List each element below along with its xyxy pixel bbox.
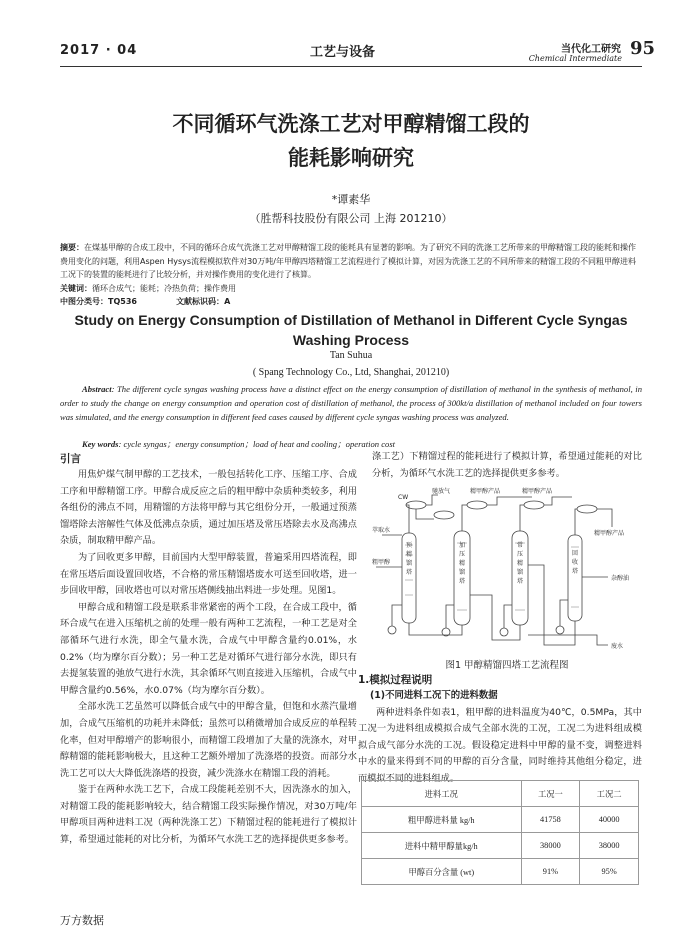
figure-caption: 图1 甲醇精馏四塔工艺流程图: [445, 660, 569, 671]
label-extract-water: 萃取水: [372, 527, 391, 534]
reboiler: [500, 628, 508, 636]
issue-number: 2017 · 04: [60, 43, 138, 58]
feed-conditions-table: [361, 780, 639, 885]
tower-recovery: [568, 535, 582, 621]
reboiler: [388, 626, 396, 634]
table-cell: 38000: [521, 833, 580, 859]
en-abstract-label: Abstract: [82, 384, 112, 394]
table-cell: 40000: [580, 807, 639, 833]
cn-doc: A: [224, 297, 231, 306]
condenser: [467, 501, 487, 509]
table-cell: 95%: [580, 859, 639, 885]
en-affiliation: ( Spang Technology Co., Ltd, Shanghai, 201210): [252, 367, 450, 378]
section-paragraph: 两种进料条件如表1，粗甲醇的进料温度为40℃，0.5MPa，其中工况一为进料组成模拟合成气全部水洗的工况，工况二为进料组成模拟合成气部分水洗的工况。假设稳定进料中甲醇的量不变，调整进料中水的量来得到不同的甲醇的百分含量，同时维持其他组分稳定，进而模拟不同的进料组成。: [358, 706, 642, 784]
en-title-line1: Study on Energy Consumption of Distillation of Methanol in Different Cycle Syngas: [74, 312, 628, 328]
table-header-cell: 进料工况: [362, 781, 522, 807]
cn-abstract-label: 摘要：: [60, 243, 84, 252]
author: *谭素华: [331, 193, 371, 206]
en-keywords-label: Key words: [82, 439, 119, 449]
cn-keywords-label: 关键词：: [60, 283, 92, 293]
section-heading: 1.模拟过程说明: [358, 674, 433, 686]
intro-continuation: 涤工艺）下精馏过程的能耗进行了模拟计算，希望通过能耗的对比分析，为循环气水洗工艺的选择提供更多参考。: [372, 451, 642, 479]
tower-label: 常压精馏塔: [516, 542, 524, 585]
intro-paragraph: 为了回收更多甲醇，目前国内大型甲醇装置，普遍采用四塔流程，即在常压塔后面设置回收塔，不合格的常压精馏塔废水可送至回收塔，进一步回收甲醇，回收塔也可以对常压塔侧线抽出料进一步处理。见图1。: [60, 551, 357, 597]
table-cell: 粗甲醇进料量 kg/h: [362, 807, 522, 833]
table-cell: 38000: [580, 833, 639, 859]
table-cell: 91%: [521, 859, 580, 885]
subsection-heading: (1)不同进料工况下的进料数据: [370, 690, 498, 701]
intro-paragraph: 全部水洗工艺虽然可以降低合成气中的甲醇含量，但饱和水蒸汽量增加，合成气压缩机的功耗并未降低；虽然可以稍微增加合成反应的单程转化率，但对甲醇增产的影响很小，而精馏工段增加了大量的洗涤水，对甲醇精馏的能耗影响极大，且这种工艺额外增加了洗涤塔的投资。而部分水洗工艺可以大大降低洗涤塔的投资，减少洗涤水在精馏工段的消耗。: [60, 701, 357, 779]
intro-heading: 引言: [60, 453, 81, 465]
label-waste-water: 废水: [611, 643, 624, 650]
label-cw: CW: [398, 494, 409, 501]
label-crude-methanol: 粗甲醇: [372, 559, 391, 566]
label-fusel-oil: 杂醇油: [611, 575, 630, 582]
label-product: 精甲醇产品: [522, 488, 553, 495]
journal-name-en: Chemical Intermediate: [528, 54, 622, 63]
cn-abstract-text: 在煤基甲醇的合成工段中，不同的循环合成气洗涤工艺对甲醇精馏工段的能耗具有显著的影响。为了研究不同的洗涤工艺所带来的甲醇精馏工段的能耗和操作费用变化的问题，利用Aspen Hysys流程模拟软件对30万吨/年甲醇四塔精馏工艺流程进行了模拟计算，对因为洗涤工艺的不同所带来的精馏工段的不同粗甲醇进料工况下的装置的能耗进行了比较分析，并对操作费用的变化进行了核算。: [60, 243, 636, 279]
intro-paragraph: 甲醇合成和精馏工段是联系非常紧密的两个工段，在合成工段中，循环合成气在进入压缩机之前的处理一般有两种工艺流程，一种工艺是对全部循环气进行水洗，即全气量水洗，合成气中甲醇含量约0.01%，水0.2%（均为摩尔百分数）；另一种工艺是对循环气进行部分水洗，即只有去提氢装置的弛放气进行水洗，其余循环气则直接进入压缩机，合成气中甲醇含量约0.56%，水0.07%（均为摩尔百分数）。: [60, 601, 357, 696]
intro-paragraph: 用焦炉煤气制甲醇的工艺技术，一般包括转化工序、压缩工序、合成工序和甲醇精馏工序。甲醇合成反应之后的粗甲醇中杂质种类较多，利用各组份的沸点不同，用精馏的方法将甲醇与其它组份分开，一般通过预蒸馏塔除去溶解性气体及低沸点杂质，通过加压塔及常压塔除去水及高沸点杂质，制取精甲醇产品。: [60, 469, 357, 547]
condenser: [434, 511, 454, 519]
table-cell: 41758: [521, 807, 580, 833]
cn-keywords: 循环合成气；能耗；冷热负荷；操作费用: [92, 283, 236, 293]
affiliation: （胜帮科技股份有限公司 上海 201210）: [249, 212, 453, 225]
cn-class: TQ536: [108, 297, 137, 306]
label-vent: 驰放气: [432, 488, 451, 495]
paper-title-line1: 不同循环气洗涤工艺对甲醇精馏工段的: [172, 112, 530, 136]
cn-abstract: [60, 241, 642, 309]
right-column: [358, 672, 642, 788]
reboiler: [556, 626, 564, 634]
page-number: 95: [630, 38, 656, 59]
label-product: 精甲醇产品: [470, 488, 501, 495]
label-product: 精甲醇产品: [594, 530, 625, 537]
tower-label: 加压精馏塔: [458, 542, 466, 585]
table-header-cell: 工况一: [521, 781, 580, 807]
cn-class-label: 中图分类号：: [60, 297, 108, 306]
en-title-line2: Washing Process: [292, 332, 410, 348]
table-row: [362, 807, 639, 833]
journal-name-cn: 当代化工研究: [561, 44, 621, 55]
table-row: [362, 833, 639, 859]
header-rule: [60, 66, 642, 67]
table-header-row: [362, 781, 639, 807]
right-column-continuation: [372, 449, 642, 482]
paper-title-line2: 能耗影响研究: [288, 146, 414, 170]
table-cell: 进料中精甲醇量kg/h: [362, 833, 522, 859]
footer-watermark: 万方数据: [60, 914, 104, 927]
section-name: 工艺与设备: [310, 45, 376, 60]
en-author: Tan Suhua: [329, 350, 373, 361]
en-abstract-text: : The different cycle syngas washing process have a distinct effect on the energy consumption of distillation of methanol in the synthesis of methanol, in order to study the change on energy consumption and operation cost of distillation of methanol, the process of 300kt/a distillation of methanol included on four towers was simulated, and the energy consumption in different feed cases caused by different cycle syngas washing process was analyzed.: [60, 384, 642, 422]
tower-label: 回收塔: [571, 550, 579, 575]
tower-label: 预精馏塔: [405, 542, 413, 576]
table-header-cell: 工况二: [580, 781, 639, 807]
condenser: [577, 505, 597, 513]
table-cell: 甲醇百分含量 (wt): [362, 859, 522, 885]
en-abstract: [60, 382, 642, 424]
left-column: [60, 451, 357, 846]
intro-paragraph: 鉴于在两种水洗工艺下，合成工段能耗差别不大，因洗涤水的加入，对精馏工段的能耗影响较大，结合精馏工段实际操作情况，对30万吨/年甲醇项目两种进料工况（两种洗涤工艺）下精馏过程的能耗进行了模拟计算，希望通过能耗的对比分析，为循环气水洗工艺的选择提供更多参考。: [60, 784, 357, 846]
cn-doc-label: 文献标识码：: [176, 297, 225, 306]
condenser: [524, 501, 544, 509]
en-keywords-text: : cycle syngas；energy consumption；load of heat and cooling；operation cost: [118, 439, 396, 449]
process-flow-diagram: [372, 485, 642, 653]
table-row: [362, 859, 639, 885]
